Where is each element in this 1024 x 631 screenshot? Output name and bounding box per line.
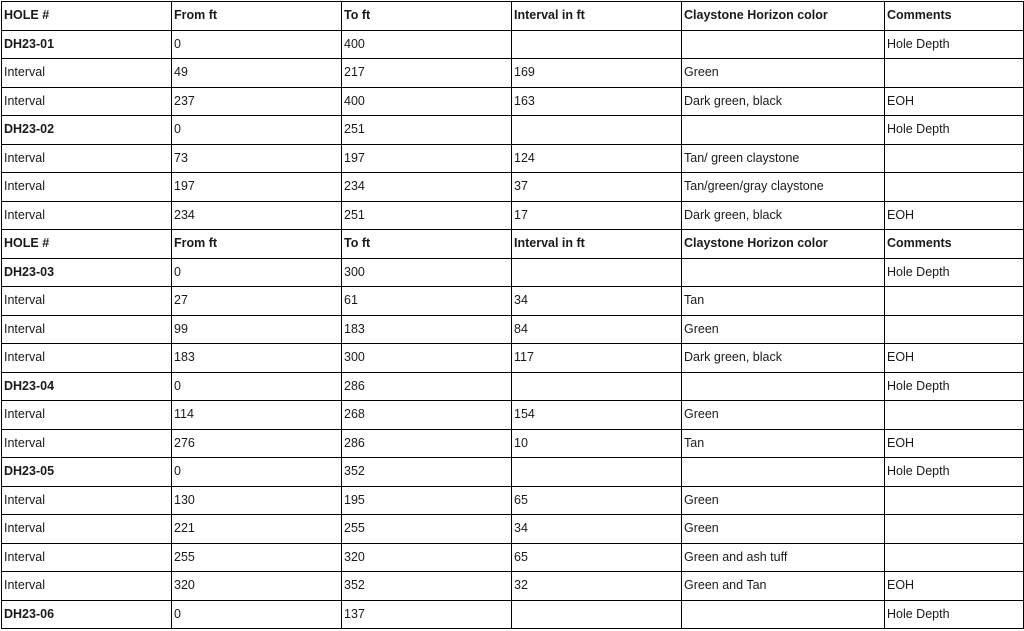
cell-interval-ft [512, 30, 682, 59]
cell-to-ft: 197 [342, 144, 512, 173]
cell-to-ft: 234 [342, 173, 512, 202]
cell-from-ft: 0 [172, 372, 342, 401]
cell-claystone-color: Tan/green/gray claystone [682, 173, 885, 202]
cell-comments: EOH [885, 87, 1024, 116]
cell-from-ft: 197 [172, 173, 342, 202]
cell-hole-id: DH23-02 [2, 116, 172, 145]
cell-interval-ft: 37 [512, 173, 682, 202]
hole-summary-row [2, 600, 1024, 629]
cell-hole-id: Interval [2, 287, 172, 316]
cell-comments: Hole Depth [885, 258, 1024, 287]
cell-hole-id: Interval [2, 315, 172, 344]
cell-to-ft: 183 [342, 315, 512, 344]
drill-hole-table [1, 1, 1024, 629]
cell-hole-id: DH23-03 [2, 258, 172, 287]
cell-from-ft: 0 [172, 600, 342, 629]
column-header-from-ft: From ft [172, 2, 342, 31]
cell-interval-ft: 17 [512, 201, 682, 230]
cell-claystone-color: Dark green, black [682, 344, 885, 373]
hole-summary-row [2, 30, 1024, 59]
cell-from-ft: 27 [172, 287, 342, 316]
cell-comments [885, 173, 1024, 202]
column-header-interval-ft: Interval in ft [512, 2, 682, 31]
column-header-to-ft: To ft [342, 230, 512, 259]
cell-to-ft: 195 [342, 486, 512, 515]
table-header-row [2, 230, 1024, 259]
cell-comments: EOH [885, 344, 1024, 373]
cell-claystone-color: Dark green, black [682, 87, 885, 116]
interval-row [2, 87, 1024, 116]
cell-to-ft: 300 [342, 344, 512, 373]
column-header-from-ft: From ft [172, 230, 342, 259]
column-header-claystone-color: Claystone Horizon color [682, 230, 885, 259]
cell-hole-id: DH23-01 [2, 30, 172, 59]
cell-from-ft: 237 [172, 87, 342, 116]
hole-summary-row [2, 372, 1024, 401]
drill-hole-table-body [2, 2, 1024, 629]
cell-interval-ft: 34 [512, 515, 682, 544]
cell-to-ft: 352 [342, 572, 512, 601]
cell-from-ft: 255 [172, 543, 342, 572]
cell-interval-ft: 65 [512, 543, 682, 572]
cell-comments: Hole Depth [885, 458, 1024, 487]
cell-hole-id: Interval [2, 515, 172, 544]
cell-interval-ft [512, 458, 682, 487]
cell-claystone-color [682, 600, 885, 629]
cell-comments [885, 515, 1024, 544]
cell-comments [885, 486, 1024, 515]
cell-from-ft: 99 [172, 315, 342, 344]
hole-summary-row [2, 258, 1024, 287]
column-header-comments: Comments [885, 230, 1024, 259]
cell-hole-id: Interval [2, 173, 172, 202]
cell-claystone-color: Green [682, 59, 885, 88]
cell-claystone-color [682, 116, 885, 145]
cell-from-ft: 221 [172, 515, 342, 544]
column-header-interval-ft: Interval in ft [512, 230, 682, 259]
column-header-to-ft: To ft [342, 2, 512, 31]
cell-claystone-color: Green [682, 515, 885, 544]
cell-interval-ft [512, 600, 682, 629]
cell-to-ft: 61 [342, 287, 512, 316]
cell-from-ft: 183 [172, 344, 342, 373]
cell-comments: EOH [885, 201, 1024, 230]
cell-comments: Hole Depth [885, 372, 1024, 401]
interval-row [2, 486, 1024, 515]
cell-to-ft: 251 [342, 201, 512, 230]
cell-hole-id: Interval [2, 144, 172, 173]
cell-hole-id: Interval [2, 486, 172, 515]
cell-claystone-color: Green [682, 315, 885, 344]
interval-row [2, 173, 1024, 202]
cell-from-ft: 0 [172, 116, 342, 145]
cell-to-ft: 251 [342, 116, 512, 145]
column-header-claystone-color: Claystone Horizon color [682, 2, 885, 31]
cell-comments [885, 401, 1024, 430]
cell-comments [885, 59, 1024, 88]
cell-comments: Hole Depth [885, 116, 1024, 145]
cell-from-ft: 0 [172, 458, 342, 487]
cell-to-ft: 400 [342, 87, 512, 116]
cell-interval-ft [512, 372, 682, 401]
cell-interval-ft: 154 [512, 401, 682, 430]
cell-hole-id: Interval [2, 59, 172, 88]
cell-interval-ft: 34 [512, 287, 682, 316]
cell-comments: Hole Depth [885, 600, 1024, 629]
interval-row [2, 344, 1024, 373]
cell-claystone-color [682, 372, 885, 401]
cell-to-ft: 286 [342, 429, 512, 458]
cell-claystone-color [682, 258, 885, 287]
cell-to-ft: 286 [342, 372, 512, 401]
cell-interval-ft: 163 [512, 87, 682, 116]
hole-summary-row [2, 116, 1024, 145]
cell-claystone-color: Tan [682, 429, 885, 458]
cell-from-ft: 0 [172, 30, 342, 59]
cell-from-ft: 234 [172, 201, 342, 230]
cell-to-ft: 400 [342, 30, 512, 59]
cell-from-ft: 73 [172, 144, 342, 173]
cell-hole-id: Interval [2, 429, 172, 458]
cell-from-ft: 130 [172, 486, 342, 515]
hole-summary-row [2, 458, 1024, 487]
cell-hole-id: Interval [2, 543, 172, 572]
interval-row [2, 144, 1024, 173]
cell-to-ft: 137 [342, 600, 512, 629]
cell-claystone-color [682, 458, 885, 487]
interval-row [2, 287, 1024, 316]
cell-comments: EOH [885, 572, 1024, 601]
cell-comments [885, 287, 1024, 316]
table-header-row [2, 2, 1024, 31]
cell-interval-ft: 124 [512, 144, 682, 173]
cell-claystone-color: Dark green, black [682, 201, 885, 230]
interval-row [2, 543, 1024, 572]
cell-to-ft: 300 [342, 258, 512, 287]
cell-comments: EOH [885, 429, 1024, 458]
cell-claystone-color: Green [682, 486, 885, 515]
cell-hole-id: Interval [2, 87, 172, 116]
cell-claystone-color: Green and ash tuff [682, 543, 885, 572]
cell-hole-id: DH23-04 [2, 372, 172, 401]
cell-to-ft: 268 [342, 401, 512, 430]
cell-comments [885, 315, 1024, 344]
cell-comments [885, 144, 1024, 173]
cell-to-ft: 352 [342, 458, 512, 487]
cell-hole-id: DH23-06 [2, 600, 172, 629]
interval-row [2, 201, 1024, 230]
cell-hole-id: DH23-05 [2, 458, 172, 487]
interval-row [2, 429, 1024, 458]
cell-claystone-color: Green [682, 401, 885, 430]
cell-claystone-color: Tan/ green claystone [682, 144, 885, 173]
interval-row [2, 515, 1024, 544]
interval-row [2, 401, 1024, 430]
cell-from-ft: 276 [172, 429, 342, 458]
interval-row [2, 315, 1024, 344]
cell-hole-id: Interval [2, 344, 172, 373]
cell-interval-ft [512, 116, 682, 145]
cell-from-ft: 320 [172, 572, 342, 601]
cell-hole-id: Interval [2, 572, 172, 601]
cell-to-ft: 320 [342, 543, 512, 572]
cell-from-ft: 0 [172, 258, 342, 287]
interval-row [2, 59, 1024, 88]
cell-interval-ft: 84 [512, 315, 682, 344]
cell-from-ft: 114 [172, 401, 342, 430]
column-header-comments: Comments [885, 2, 1024, 31]
cell-interval-ft: 32 [512, 572, 682, 601]
cell-interval-ft: 169 [512, 59, 682, 88]
cell-comments [885, 543, 1024, 572]
cell-hole-id: Interval [2, 201, 172, 230]
column-header-hole-id: HOLE # [2, 2, 172, 31]
cell-interval-ft: 10 [512, 429, 682, 458]
cell-hole-id: Interval [2, 401, 172, 430]
interval-row [2, 572, 1024, 601]
cell-comments: Hole Depth [885, 30, 1024, 59]
cell-to-ft: 217 [342, 59, 512, 88]
cell-to-ft: 255 [342, 515, 512, 544]
cell-claystone-color: Tan [682, 287, 885, 316]
cell-claystone-color [682, 30, 885, 59]
column-header-hole-id: HOLE # [2, 230, 172, 259]
cell-interval-ft [512, 258, 682, 287]
cell-from-ft: 49 [172, 59, 342, 88]
cell-interval-ft: 117 [512, 344, 682, 373]
cell-interval-ft: 65 [512, 486, 682, 515]
cell-claystone-color: Green and Tan [682, 572, 885, 601]
